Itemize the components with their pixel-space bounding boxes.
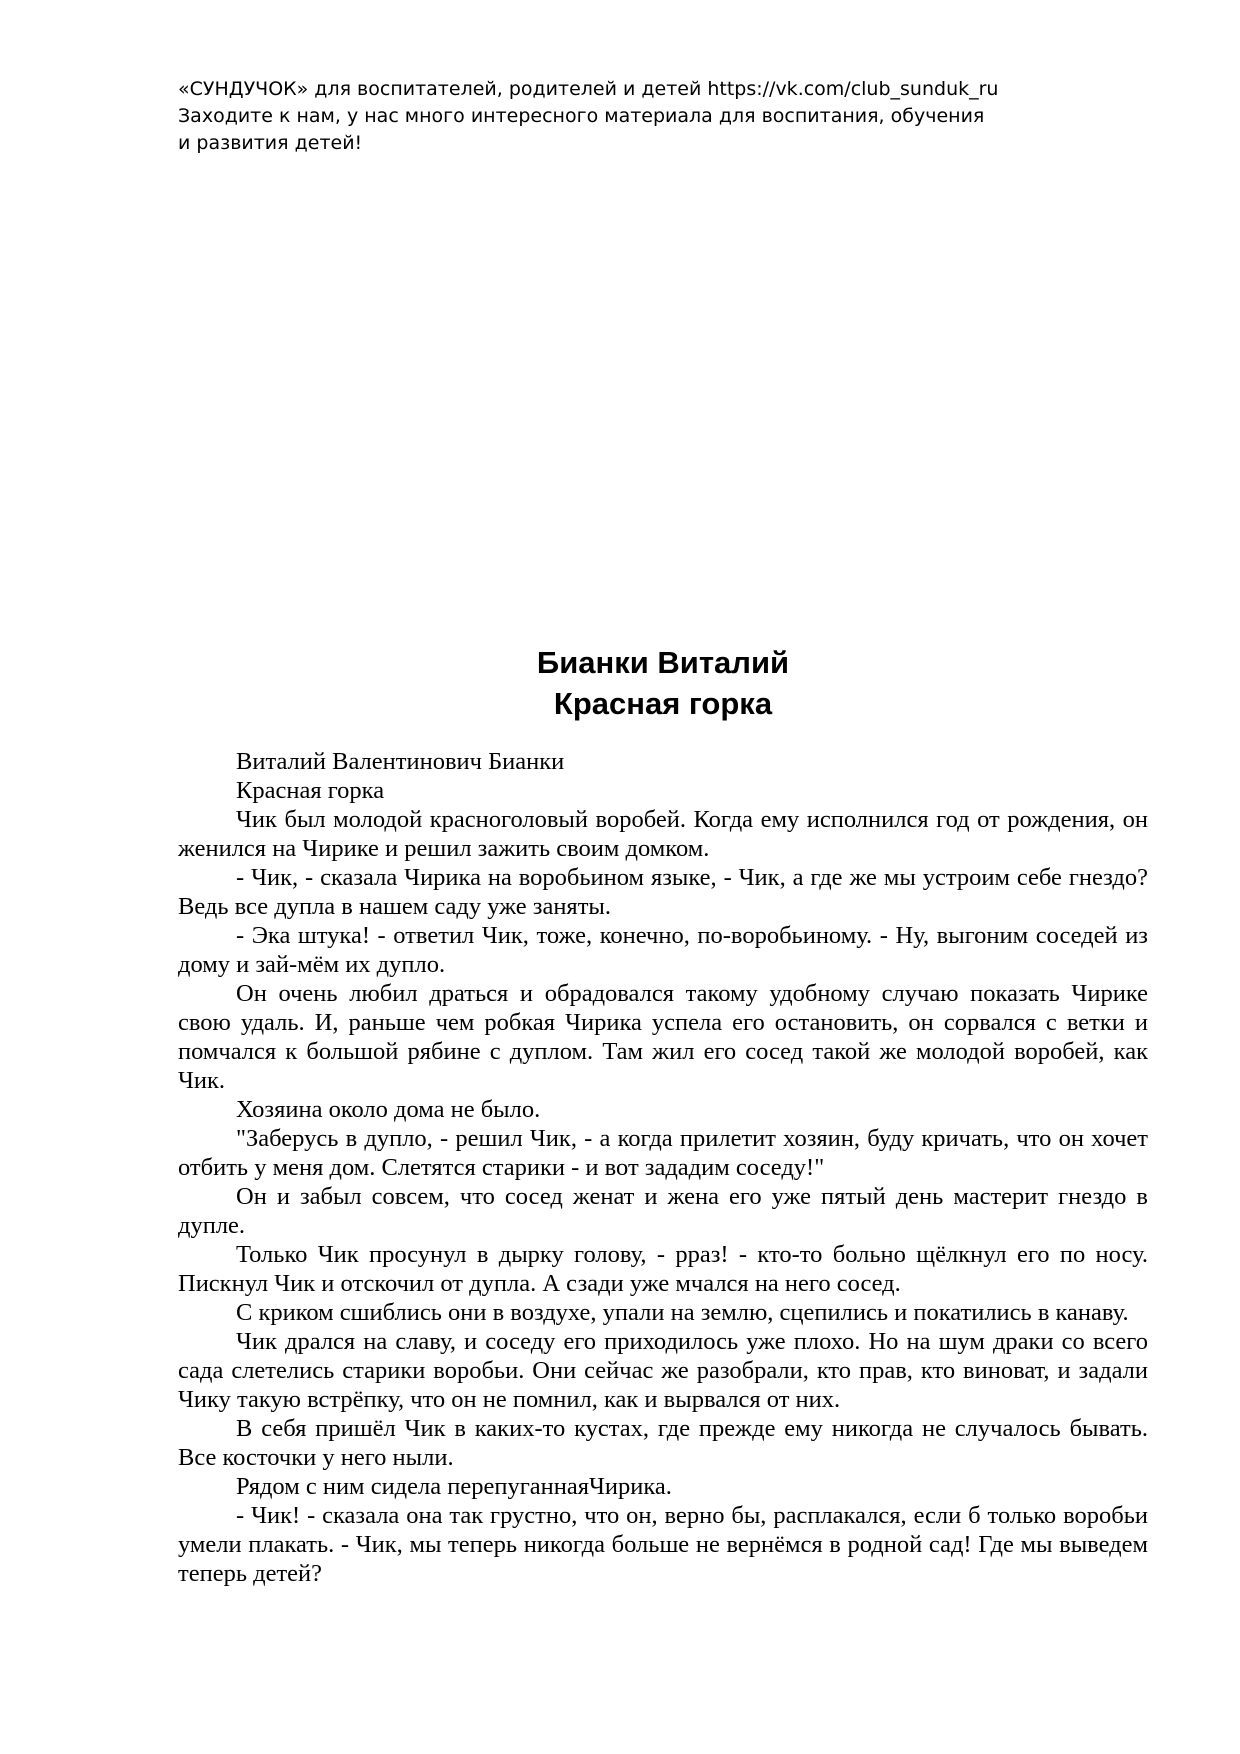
paragraph: - Эка штука! - ответил Чик, тоже, конечно, по-воробьиному. - Ну, выгоним соседей из дому и зай-мём их дупло. bbox=[178, 922, 1148, 978]
paragraph: Чик был молодой красноголовый воробей. Когда ему исполнился год от рождения, он женился на Чирике и решил зажить своим домком. bbox=[178, 806, 1148, 862]
paragraph: С криком сшиблись они в воздухе, упали на землю, сцепились и покатились в канаву. bbox=[236, 1299, 1129, 1326]
story-title-line: Красная горка bbox=[236, 777, 385, 804]
work-heading: Красная горка bbox=[553, 686, 773, 721]
paragraph: Только Чик просунул в дырку голову, - рраз! - кто-то больно щёлкнул его по носу. Пискнул Чик и отскочил от дупла. А сзади уже мчался на него сосед. bbox=[178, 1241, 1148, 1297]
story-text bbox=[178, 747, 1148, 1588]
author-line: Виталий Валентинович Бианки bbox=[236, 748, 565, 775]
paragraph: - Чик, - сказала Чирика на воробьином языке, - Чик, а где же мы устроим себе гнездо? Ведь все дупла в нашем саду уже заняты. bbox=[178, 864, 1148, 920]
paragraph: Рядом с ним сидела перепуганнаяЧирика. bbox=[236, 1473, 672, 1500]
site-promo-header bbox=[178, 76, 1078, 157]
paragraph: Чик дрался на славу, и соседу его приходилось уже плохо. Но на шум драки со всего сада слетелись старики воробьи. Они сейчас же разобрали, кто прав, кто виноват, и задали Чику такую встрёпку, что он не помнил, как и вырвался от них. bbox=[178, 1328, 1148, 1413]
paragraph: Он и забыл совсем, что сосед женат и жена его уже пятый день мастерит гнездо в дупле. bbox=[178, 1183, 1148, 1239]
promo-line-1: «СУНДУЧОК» для воспитателей, родителей и детей https://vk.com/club_sunduk_ru bbox=[178, 78, 999, 100]
promo-line-2: Заходите к нам, у нас много интересного материала для воспитания, обучения bbox=[178, 105, 985, 127]
paragraph: Он очень любил драться и обрадовался такому удобному случаю показать Чирике свою удаль. И, раньше чем робкая Чирика успела его остановить, он сорвался с ветки и помчался к большой рябине с дуплом. Там жил его сосед такой же молодой воробей, как Чик. bbox=[178, 980, 1148, 1094]
paragraph: Хозяина около дома не было. bbox=[236, 1096, 541, 1123]
promo-line-3: и развития детей! bbox=[178, 132, 363, 154]
document-title bbox=[178, 642, 1148, 724]
paragraph: "Заберусь в дупло, - решил Чик, - а когда прилетит хозяин, буду кричать, что он хочет отбить у меня дом. Слетятся старики - и вот зададим соседу!" bbox=[178, 1125, 1148, 1181]
author-heading: Бианки Виталий bbox=[536, 645, 790, 680]
paragraph: - Чик! - сказала она так грустно, что он, верно бы, расплакался, если б только воробьи умели плакать. - Чик, мы теперь никогда больше не вернёмся в родной сад! Где мы выведем теперь детей? bbox=[178, 1502, 1148, 1587]
paragraph: В себя пришёл Чик в каких-то кустах, где прежде ему никогда не случалось бывать. Все косточки у него ныли. bbox=[178, 1415, 1148, 1471]
